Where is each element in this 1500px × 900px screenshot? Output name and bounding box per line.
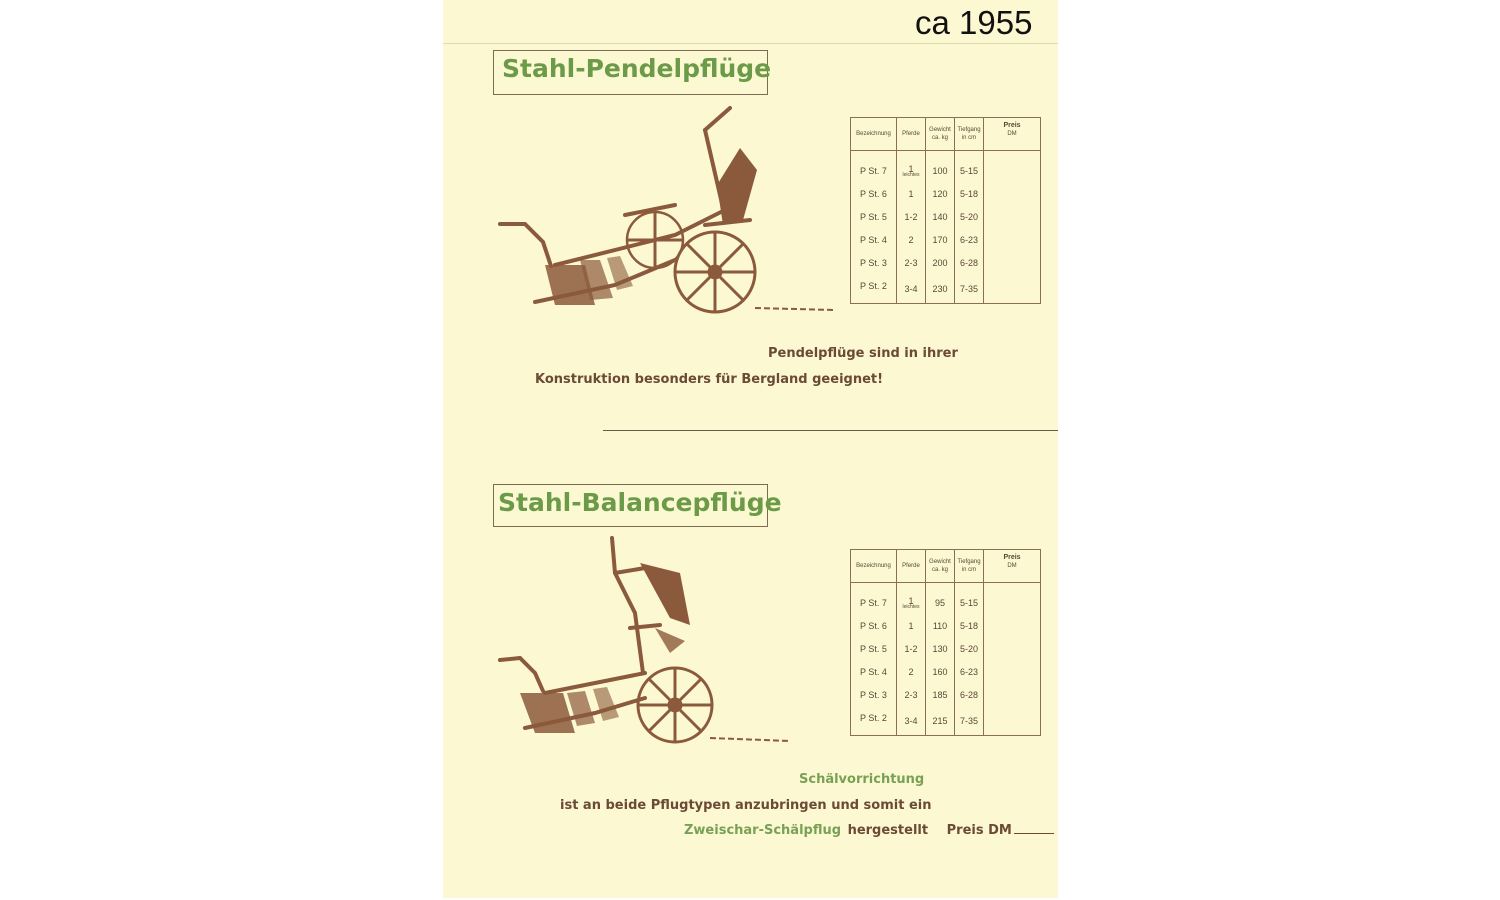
table-row: P St. 6 1 110 5-18 (851, 614, 1041, 637)
footer-line3 (684, 823, 1054, 838)
balance-plow-illustration (495, 533, 795, 748)
table-row: P St. 4 2 170 6-23 (851, 228, 1041, 251)
section-divider (603, 430, 1058, 431)
table-row: P St. 5 1-2 140 5-20 (851, 205, 1041, 228)
section1-title: Stahl-Pendelpflüge (502, 54, 772, 83)
price-blank-line (1014, 833, 1054, 834)
header-gewicht: Gewicht ca. kg (926, 550, 955, 583)
footer-line2: ist an beide Pflugtypen anzubringen und somit ein (560, 798, 932, 813)
top-divider (443, 43, 1058, 44)
header-pferde: Pferde (897, 118, 926, 151)
table-row: P St. 2 3-4 230 7-35 (851, 274, 1041, 304)
table-row: P St. 3 2-3 185 6-28 (851, 683, 1041, 706)
table-row: P St. 6 1 120 5-18 (851, 182, 1041, 205)
section1-text-line2: Konstruktion besonders für Bergland geeignet! (535, 372, 884, 387)
table-row: P St. 4 2 160 6-23 (851, 660, 1041, 683)
section2-spec-table (850, 549, 1041, 736)
section1-spec-table (850, 117, 1041, 304)
table-row: P St. 7 1 leichtes 100 5-15 (851, 151, 1041, 183)
header-pferde: Pferde (897, 550, 926, 583)
pendulum-plow-illustration (495, 100, 840, 315)
section2-title-box (493, 484, 782, 527)
header-bezeichnung: Bezeichnung (851, 550, 897, 583)
table-row: P St. 2 3-4 215 7-35 (851, 706, 1041, 736)
section2-title: Stahl-Balancepflüge (498, 488, 782, 517)
table-row: P St. 3 2-3 200 6-28 (851, 251, 1041, 274)
section1-text-line1: Pendelpflüge sind in ihrer (768, 346, 958, 361)
header-tiefgang: Tiefgang in cm (955, 550, 984, 583)
header-tiefgang: Tiefgang in cm (955, 118, 984, 151)
table-row: P St. 7 1 leichtes 95 5-15 (851, 583, 1041, 615)
header-bezeichnung: Bezeichnung (851, 118, 897, 151)
table-row: P St. 5 1-2 130 5-20 (851, 637, 1041, 660)
footer-price-label: Preis DM (946, 823, 1012, 838)
footer-green-term: Zweischar-Schälpflug (684, 823, 842, 838)
header-preis: Preis DM (984, 550, 1041, 583)
section1-title-box (493, 50, 772, 95)
footer-line1: Schälvorrichtung (799, 772, 925, 787)
header-preis: Preis DM (984, 118, 1041, 151)
year-note: ca 1955 (915, 4, 1033, 41)
header-gewicht: Gewicht ca. kg (926, 118, 955, 151)
footer-hergestellt: hergestellt (847, 823, 929, 838)
